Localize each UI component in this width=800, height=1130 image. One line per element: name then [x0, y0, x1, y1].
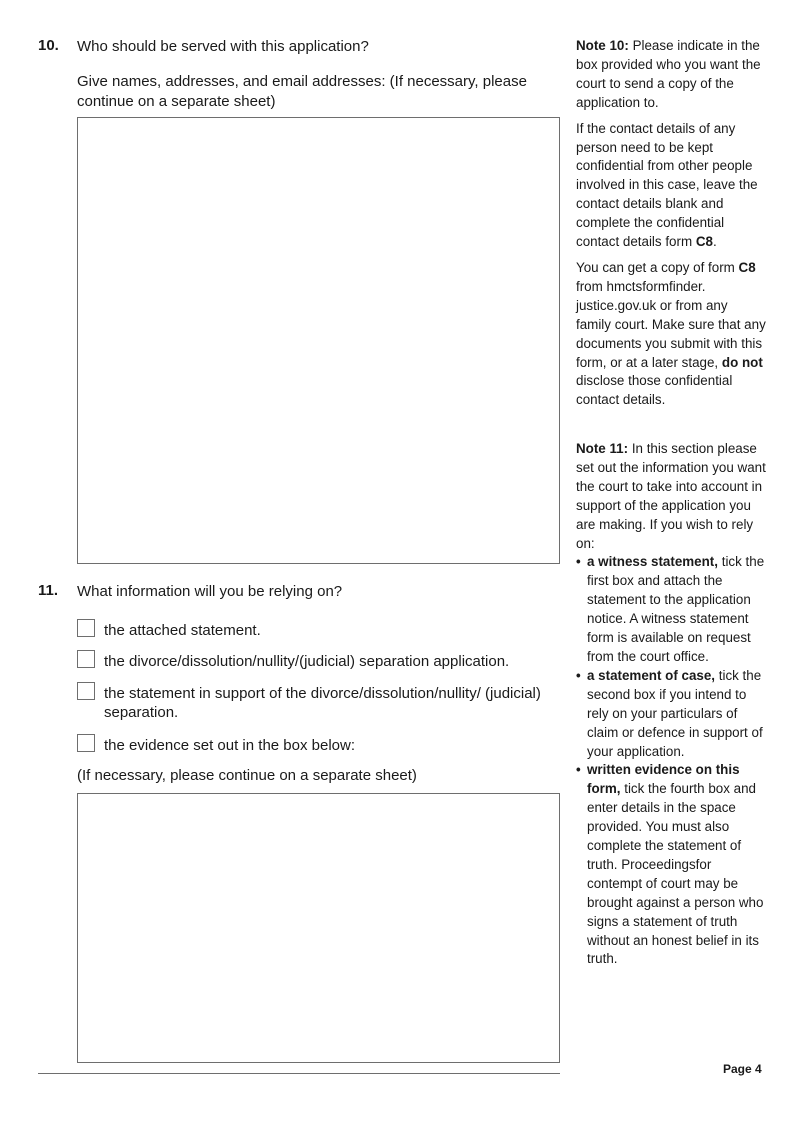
question-10-instruction: Give names, addresses, and email addresses: (If necessary, please continue on a separate sheet)	[77, 73, 527, 110]
bullet-witness-bold: a witness statement,	[587, 554, 718, 570]
bullet-evidence-bold: written evidence on this form,	[587, 762, 740, 797]
evidence-below-checkbox[interactable]	[77, 734, 95, 752]
note-10-copy-text-a: You can get a copy of form	[576, 259, 735, 275]
note-10-do-not: do not	[721, 354, 763, 370]
question-11-number: 11.	[38, 582, 59, 599]
divorce-application-label: the divorce/dissolution/nullity/(judicial) separation application.	[104, 653, 510, 670]
attached-statement-label: the attached statement.	[104, 622, 261, 639]
note-10-intro: Please indicate in the box provided who you want the court to send a copy of the application to.	[576, 38, 761, 110]
question-10-number: 10.	[38, 37, 59, 54]
note-11-bullet-statement-of-case: • a statement of case, tick the second box if you intend to rely on your particulars of claim or defence in support of your application.	[576, 667, 763, 759]
bullet-case-text: tick the second box if you intend to rely on your particulars of claim or defence in support of your application.	[587, 667, 763, 759]
note-10-label: Note 10:	[576, 38, 629, 53]
statement-in-support-label: the statement in support of the divorce/dissolution/nullity/ (judicial) separation.	[104, 685, 541, 721]
note-11	[576, 440, 766, 969]
note-10-confidential-text: If the contact details of any person need to be kept confidential from other people involved in this case, leave the contact details blank and complete the confidential contact details form	[576, 120, 758, 250]
continue-separate-sheet-note: (If necessary, please continue on a separate sheet)	[77, 767, 417, 784]
note-10-form-c8-b: C8	[738, 259, 756, 275]
note-11-intro: In this section please set out the information you want the court to take into account in support of the application you are making. If you wish to rely on:	[576, 441, 766, 551]
attached-statement-checkbox[interactable]	[77, 619, 95, 637]
note-11-label: Note 11:	[576, 441, 629, 456]
note-11-bullet-written-evidence: • written evidence on this form, tick the fourth box and enter details in the space provided. You must also complete the statement of truth. Proceedingsfor contempt of court may be brought against a person who signs a statement of truth without an honest belief in its truth.	[576, 762, 764, 967]
page-number: Page 4	[723, 1062, 762, 1076]
evidence-below-label: the evidence set out in the box below:	[104, 737, 356, 754]
served-parties-textarea[interactable]	[77, 117, 560, 564]
divorce-application-checkbox[interactable]	[77, 650, 95, 668]
bottom-divider	[38, 1073, 560, 1074]
statement-in-support-checkbox[interactable]	[77, 682, 95, 700]
note-10-period: .	[712, 234, 717, 250]
note-10-copy-text-b: from hmctsformfinder. justice.gov.uk or from any family court. Make sure that any documents you submit with this form, or at a later stage,	[576, 278, 766, 370]
note-11-bullet-witness: • a witness statement, tick the first box and attach the statement to the application notice. A witness statement form is available on request from the court office.	[576, 554, 765, 664]
bullet-evidence-text: tick the fourth box and enter details in the space provided. You must also complete the statement of truth. Proceedingsfor contempt of court may be brought against a person who signs a statement of truth without an honest belief in its truth.	[587, 781, 764, 967]
note-10-copy-text-c: disclose those confidential contact details.	[576, 373, 733, 408]
bullet-case-bold: a statement of case,	[587, 667, 716, 683]
evidence-textarea[interactable]	[77, 793, 560, 1063]
note-10	[576, 37, 766, 410]
note-10-form-c8: C8	[695, 234, 713, 250]
question-10-text: Who should be served with this application?	[77, 38, 369, 55]
question-11-text: What information will you be relying on?	[77, 583, 343, 600]
bullet-witness-text: tick the first box and attach the statement to the application notice. A witness statement form is available on request from the court office.	[587, 554, 765, 664]
